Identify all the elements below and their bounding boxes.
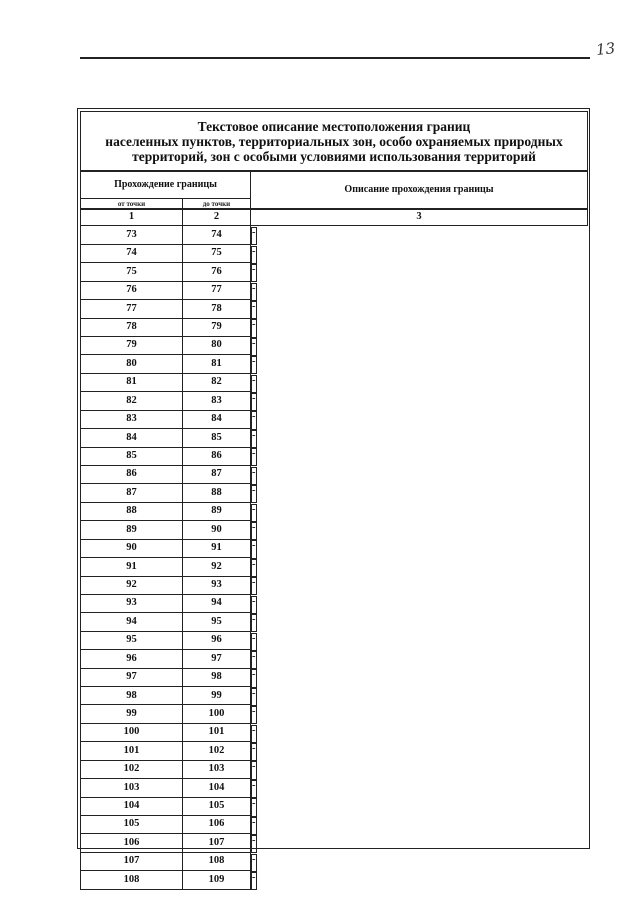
table-row bbox=[81, 650, 588, 668]
description-cell: - bbox=[251, 485, 257, 503]
table-row bbox=[81, 392, 588, 410]
from-point-cell: 106 bbox=[81, 834, 183, 852]
from-point-cell: 107 bbox=[81, 852, 183, 870]
from-point-cell: 97 bbox=[81, 668, 183, 686]
from-point-cell: 79 bbox=[81, 337, 183, 355]
table-row bbox=[81, 779, 588, 797]
from-point-cell: 86 bbox=[81, 465, 183, 483]
table-row bbox=[81, 760, 588, 778]
table-row bbox=[81, 871, 588, 889]
header-rule bbox=[80, 57, 590, 59]
to-point-cell: 96 bbox=[183, 631, 251, 649]
from-point-cell: 81 bbox=[81, 373, 183, 391]
description-cell: - bbox=[251, 283, 257, 301]
table-row bbox=[81, 558, 588, 576]
to-point-cell: 102 bbox=[183, 742, 251, 760]
to-point-cell: 107 bbox=[183, 834, 251, 852]
to-point-cell: 86 bbox=[183, 447, 251, 465]
table-row bbox=[81, 244, 588, 262]
to-point-cell: 104 bbox=[183, 779, 251, 797]
to-point-cell: 95 bbox=[183, 613, 251, 631]
table-title-line-3: территорий, зон с особыми условиями использования территорий bbox=[132, 148, 536, 164]
description-cell: - bbox=[251, 559, 257, 577]
description-cell: - bbox=[251, 448, 257, 466]
to-point-cell: 83 bbox=[183, 392, 251, 410]
description-cell: - bbox=[251, 743, 257, 761]
to-point-cell: 100 bbox=[183, 705, 251, 723]
from-point-cell: 73 bbox=[81, 226, 183, 245]
from-point-cell: 87 bbox=[81, 484, 183, 502]
description-cell: - bbox=[251, 411, 257, 429]
table-row bbox=[81, 539, 588, 557]
from-point-cell: 93 bbox=[81, 594, 183, 612]
description-cell: - bbox=[251, 522, 257, 540]
to-point-cell: 77 bbox=[183, 281, 251, 299]
description-cell: - bbox=[251, 356, 257, 374]
to-point-cell: 108 bbox=[183, 852, 251, 870]
from-point-cell: 88 bbox=[81, 502, 183, 520]
page-number: 13 bbox=[595, 39, 616, 59]
from-point-cell: 96 bbox=[81, 650, 183, 668]
table-row bbox=[81, 447, 588, 465]
to-point-cell: 74 bbox=[183, 226, 251, 245]
table-title-line-1: Текстовое описание местоположения границ bbox=[197, 118, 471, 134]
table-row bbox=[81, 613, 588, 631]
from-point-cell: 85 bbox=[81, 447, 183, 465]
table-row bbox=[81, 355, 588, 373]
table-row bbox=[81, 465, 588, 483]
column-number-1: 1 bbox=[81, 209, 183, 226]
to-point-cell: 81 bbox=[183, 355, 251, 373]
description-cell: - bbox=[251, 540, 257, 558]
to-point-cell: 89 bbox=[183, 502, 251, 520]
from-point-cell: 82 bbox=[81, 392, 183, 410]
from-point-cell: 99 bbox=[81, 705, 183, 723]
table-row bbox=[81, 337, 588, 355]
table-row bbox=[81, 834, 588, 852]
from-point-cell: 90 bbox=[81, 539, 183, 557]
description-cell: - bbox=[251, 872, 257, 890]
to-point-cell: 106 bbox=[183, 816, 251, 834]
from-point-cell: 76 bbox=[81, 281, 183, 299]
table-title-line-2: населенных пунктов, территориальных зон, особо охраняемых природных bbox=[105, 133, 563, 149]
to-point-cell: 98 bbox=[183, 668, 251, 686]
description-cell: - bbox=[251, 835, 257, 853]
description-cell: - bbox=[251, 467, 257, 485]
description-cell: - bbox=[251, 301, 257, 319]
description-cell: - bbox=[251, 227, 257, 245]
table-row bbox=[81, 502, 588, 520]
to-point-cell: 80 bbox=[183, 337, 251, 355]
to-point-cell: 79 bbox=[183, 318, 251, 336]
description-cell: - bbox=[251, 669, 257, 687]
table-row bbox=[81, 687, 588, 705]
from-point-cell: 103 bbox=[81, 779, 183, 797]
description-cell: - bbox=[251, 596, 257, 614]
to-point-cell: 90 bbox=[183, 521, 251, 539]
description-header: Описание прохождения границы bbox=[251, 171, 588, 209]
table-row bbox=[81, 429, 588, 447]
to-point-cell: 93 bbox=[183, 576, 251, 594]
from-point-cell: 91 bbox=[81, 558, 183, 576]
table-row bbox=[81, 668, 588, 686]
to-point-cell: 103 bbox=[183, 760, 251, 778]
to-point-cell: 78 bbox=[183, 300, 251, 318]
from-point-cell: 95 bbox=[81, 631, 183, 649]
description-cell: - bbox=[251, 614, 257, 632]
description-cell: - bbox=[251, 688, 257, 706]
column-number-2: 2 bbox=[183, 209, 251, 226]
description-cell: - bbox=[251, 817, 257, 835]
passage-header: Прохождение границы bbox=[81, 171, 251, 199]
to-point-cell: 94 bbox=[183, 594, 251, 612]
table-row bbox=[81, 521, 588, 539]
to-point-cell: 88 bbox=[183, 484, 251, 502]
description-cell: - bbox=[251, 577, 257, 595]
to-point-cell: 92 bbox=[183, 558, 251, 576]
from-point-cell: 105 bbox=[81, 816, 183, 834]
from-point-cell: 92 bbox=[81, 576, 183, 594]
from-point-cell: 102 bbox=[81, 760, 183, 778]
to-point-cell: 101 bbox=[183, 723, 251, 741]
table-row bbox=[81, 263, 588, 281]
to-point-header: до точки bbox=[183, 199, 251, 210]
table-row bbox=[81, 816, 588, 834]
from-point-cell: 94 bbox=[81, 613, 183, 631]
table-row bbox=[81, 576, 588, 594]
description-cell: - bbox=[251, 319, 257, 337]
table-row bbox=[81, 373, 588, 391]
description-cell: - bbox=[251, 338, 257, 356]
description-cell: - bbox=[251, 651, 257, 669]
description-cell: - bbox=[251, 798, 257, 816]
description-cell: - bbox=[251, 780, 257, 798]
from-point-cell: 83 bbox=[81, 410, 183, 428]
from-point-cell: 75 bbox=[81, 263, 183, 281]
description-cell: - bbox=[251, 264, 257, 282]
description-cell: - bbox=[251, 854, 257, 872]
table-row bbox=[81, 723, 588, 741]
table-body bbox=[81, 226, 588, 890]
table-row bbox=[81, 226, 588, 245]
from-point-cell: 84 bbox=[81, 429, 183, 447]
description-cell: - bbox=[251, 725, 257, 743]
to-point-cell: 82 bbox=[183, 373, 251, 391]
from-point-cell: 77 bbox=[81, 300, 183, 318]
description-cell: - bbox=[251, 633, 257, 651]
boundary-table bbox=[80, 111, 588, 890]
table-row bbox=[81, 705, 588, 723]
description-cell: - bbox=[251, 246, 257, 264]
from-point-cell: 98 bbox=[81, 687, 183, 705]
table-row bbox=[81, 797, 588, 815]
from-point-cell: 89 bbox=[81, 521, 183, 539]
description-cell: - bbox=[251, 375, 257, 393]
table-row bbox=[81, 300, 588, 318]
to-point-cell: 87 bbox=[183, 465, 251, 483]
table-row bbox=[81, 631, 588, 649]
to-point-cell: 76 bbox=[183, 263, 251, 281]
description-cell: - bbox=[251, 706, 257, 724]
to-point-cell: 91 bbox=[183, 539, 251, 557]
from-point-cell: 108 bbox=[81, 871, 183, 889]
to-point-cell: 75 bbox=[183, 244, 251, 262]
to-point-cell: 105 bbox=[183, 797, 251, 815]
from-point-cell: 104 bbox=[81, 797, 183, 815]
to-point-cell: 85 bbox=[183, 429, 251, 447]
table-row bbox=[81, 281, 588, 299]
to-point-cell: 84 bbox=[183, 410, 251, 428]
from-point-cell: 78 bbox=[81, 318, 183, 336]
table-row bbox=[81, 742, 588, 760]
description-cell: - bbox=[251, 393, 257, 411]
table-row bbox=[81, 318, 588, 336]
table-row bbox=[81, 484, 588, 502]
table-row bbox=[81, 410, 588, 428]
to-point-cell: 99 bbox=[183, 687, 251, 705]
from-point-cell: 100 bbox=[81, 723, 183, 741]
table-row bbox=[81, 852, 588, 870]
from-point-cell: 80 bbox=[81, 355, 183, 373]
description-cell: - bbox=[251, 504, 257, 522]
description-cell: - bbox=[251, 430, 257, 448]
from-point-header: от точки bbox=[81, 199, 183, 210]
table-title bbox=[81, 112, 588, 172]
from-point-cell: 74 bbox=[81, 244, 183, 262]
column-number-3: 3 bbox=[251, 209, 588, 226]
to-point-cell: 109 bbox=[183, 871, 251, 889]
from-point-cell: 101 bbox=[81, 742, 183, 760]
description-cell: - bbox=[251, 761, 257, 779]
to-point-cell: 97 bbox=[183, 650, 251, 668]
table-row bbox=[81, 594, 588, 612]
